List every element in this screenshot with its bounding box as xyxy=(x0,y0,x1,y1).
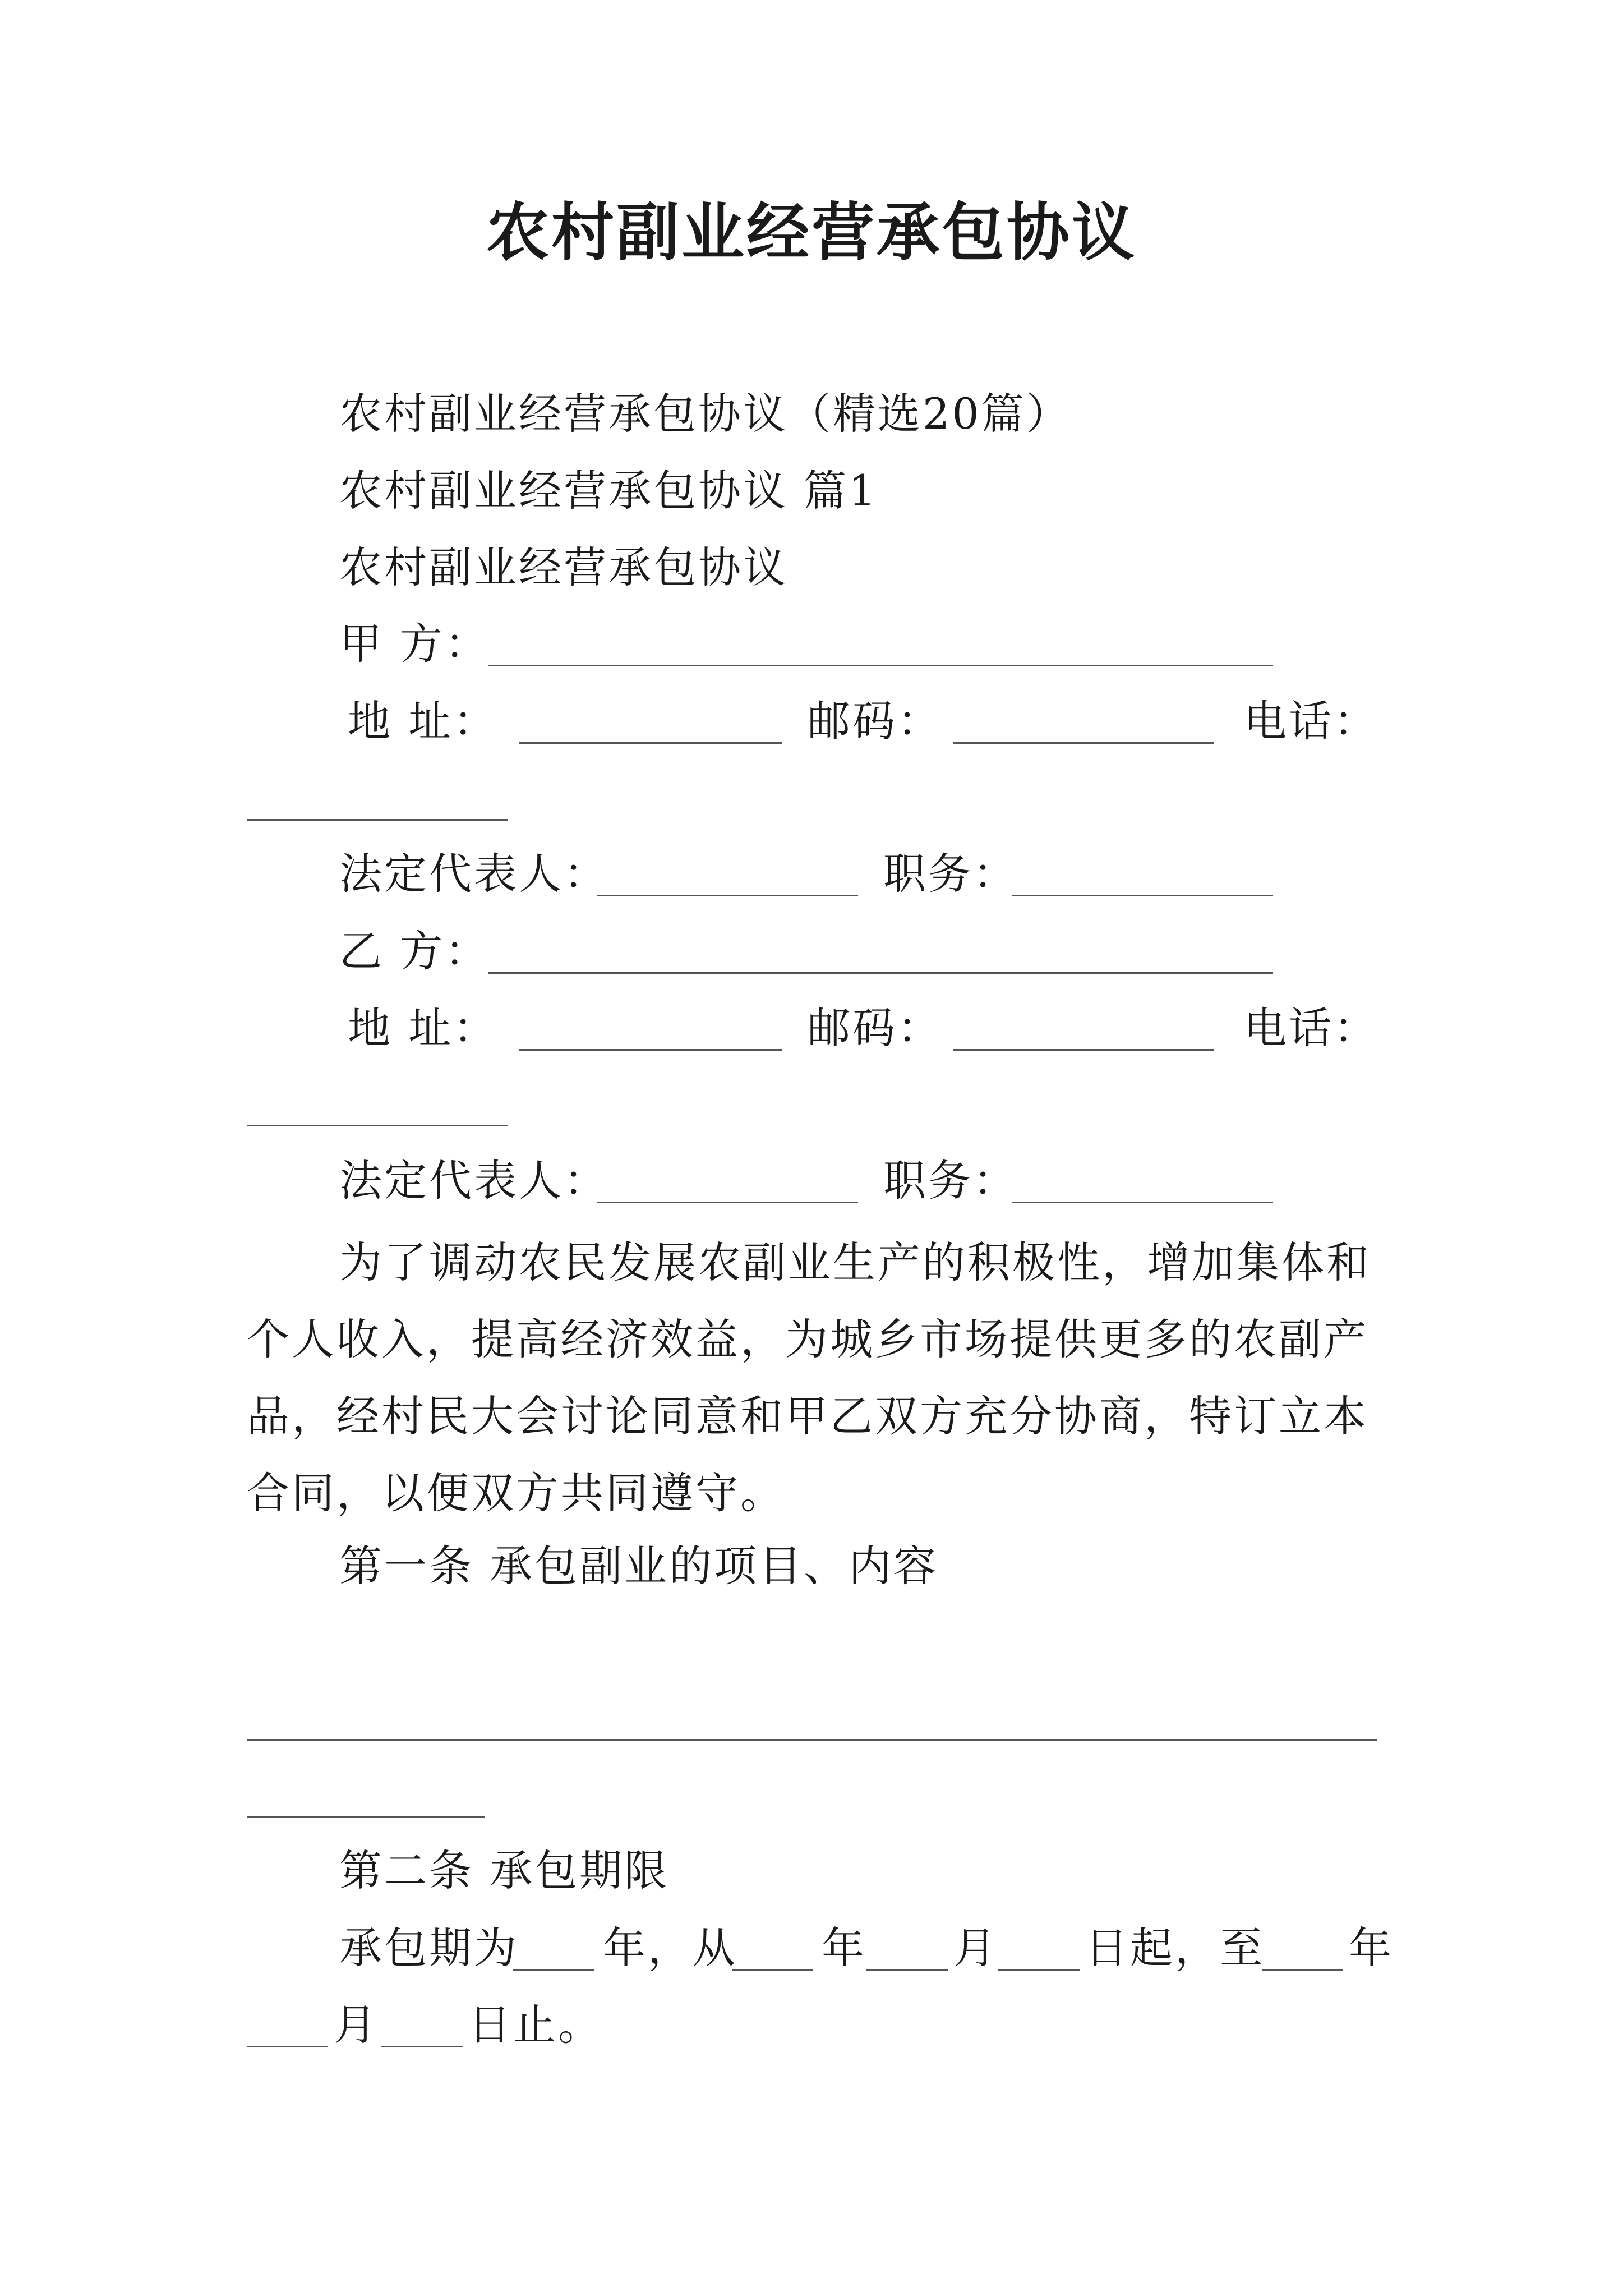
party-b-address-label: 地 址： xyxy=(348,1003,499,1053)
party-b-label: 乙 方： xyxy=(339,926,490,976)
term-end-month-blank[interactable] xyxy=(247,2046,328,2047)
party-b-position-label: 职务： xyxy=(883,1156,1018,1205)
article-1-blank-line-2[interactable] xyxy=(247,1816,485,1818)
party-a-phone-blank[interactable] xyxy=(247,819,508,821)
term-text-8: 日止。 xyxy=(468,2000,603,2050)
term-text-5: 日起，至 xyxy=(1085,1923,1265,1973)
term-start-day-blank[interactable] xyxy=(998,1969,1080,1971)
party-b-blank[interactable] xyxy=(488,972,1273,974)
party-b-phone-label: 电话： xyxy=(1244,1003,1378,1053)
term-text-4: 月 xyxy=(953,1923,998,1973)
preamble-paragraph: 为了调动农民发展农副业生产的积极性，增加集体和个人收入，提高经济效益，为城乡市场提供更多的农副产品，经村民大会讨论同意和甲乙双方充分协商，特订立本合同，以便双方共同遵守。 xyxy=(247,1237,1371,1518)
term-start-month-blank[interactable] xyxy=(866,1969,948,1971)
doc-heading: 农村副业经营承包协议 xyxy=(339,542,788,592)
party-a-phone-label: 电话： xyxy=(1244,696,1378,746)
term-text-2: 年，从 xyxy=(603,1923,737,1973)
party-a-postcode-label: 邮码： xyxy=(808,696,942,746)
term-end-year-blank[interactable] xyxy=(1262,1969,1343,1971)
term-text-1: 承包期为 xyxy=(339,1923,519,1973)
subtitle: 农村副业经营承包协议（精选20篇） xyxy=(339,389,1071,439)
party-a-postcode-blank[interactable] xyxy=(953,742,1214,744)
article-2-heading: 第二条 承包期限 xyxy=(339,1846,670,1895)
term-text-7: 月 xyxy=(334,2000,379,2050)
party-a-address-blank[interactable] xyxy=(519,742,782,744)
party-a-rep-blank[interactable] xyxy=(597,895,858,896)
party-a-rep-label: 法定代表人： xyxy=(339,849,608,899)
page-title: 农村副业经营承包协议 xyxy=(486,196,1137,269)
party-a-label: 甲 方： xyxy=(339,619,490,669)
article-1-blank-line-1[interactable] xyxy=(247,1739,1377,1741)
party-a-position-label: 职务： xyxy=(883,849,1018,899)
party-b-address-blank[interactable] xyxy=(519,1049,782,1051)
section-heading: 农村副业经营承包协议 篇1 xyxy=(339,466,878,516)
party-b-position-blank[interactable] xyxy=(1012,1202,1273,1203)
party-b-rep-blank[interactable] xyxy=(597,1202,858,1203)
party-a-blank[interactable] xyxy=(488,665,1273,666)
party-a-position-blank[interactable] xyxy=(1012,895,1273,896)
party-b-postcode-label: 邮码： xyxy=(808,1003,942,1053)
term-years-blank[interactable] xyxy=(513,1969,594,1971)
party-a-address-label: 地 址： xyxy=(348,696,499,746)
term-text-3: 年 xyxy=(822,1923,866,1973)
article-1-heading: 第一条 承包副业的项目、内容 xyxy=(339,1541,939,1591)
term-start-year-blank[interactable] xyxy=(732,1969,813,1971)
party-b-phone-blank[interactable] xyxy=(247,1125,508,1126)
party-b-rep-label: 法定代表人： xyxy=(339,1156,608,1205)
party-b-postcode-blank[interactable] xyxy=(953,1049,1214,1051)
term-end-day-blank[interactable] xyxy=(381,2046,463,2047)
term-text-6: 年 xyxy=(1349,1923,1394,1973)
